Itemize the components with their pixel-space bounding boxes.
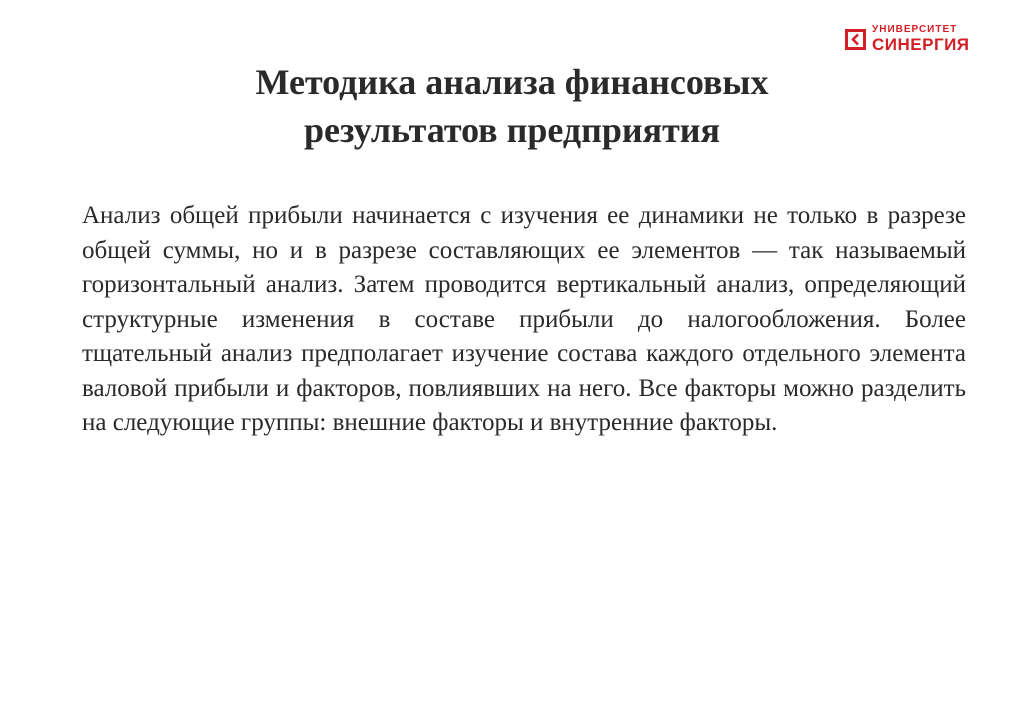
logo-line2: СИНЕРГИЯ — [872, 35, 970, 54]
slide-body-text: Анализ общей прибыли начинается с изучения ее динамики не только в разрезе общей суммы, но и в разрезе составляющих ее элементов — так называемый горизонтальный анализ. Затем проводится вертикальный анализ, определяющий структурные изменения в составе прибыли до налогообложения. Более тщательный анализ предполагает изучение состава каждого отдельного элемента валовой прибыли и факторов, повлиявших на него. Все факторы можно разделить на следующие группы: внешние факторы и внутренние факторы. — [82, 202, 966, 436]
university-logo — [845, 24, 995, 54]
logo-line1: УНИВЕРСИТЕТ — [872, 24, 958, 35]
synergy-logo-icon — [845, 29, 866, 50]
slide-title-line2: результатов предприятия — [304, 110, 720, 150]
slide-title — [100, 58, 924, 154]
slide-title-line1: Методика анализа финансовых — [255, 62, 769, 102]
logo-text — [872, 25, 970, 53]
